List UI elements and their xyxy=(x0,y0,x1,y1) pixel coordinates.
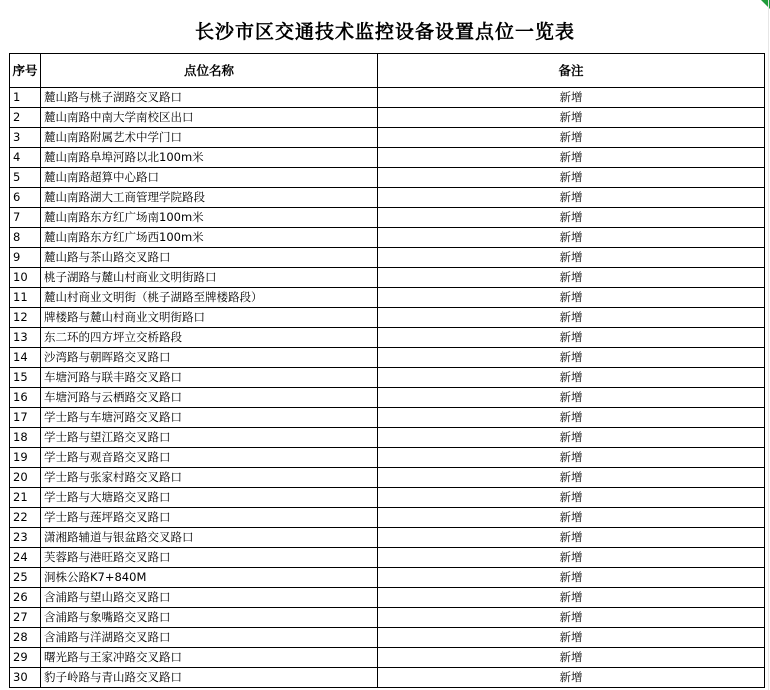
table-row xyxy=(10,408,765,428)
row-note-cell[interactable]: 新增 xyxy=(378,428,765,448)
row-name-cell[interactable]: 潇湘路辅道与银盆路交叉路口 xyxy=(41,528,378,548)
table-row xyxy=(10,228,765,248)
table-row xyxy=(10,508,765,528)
row-index-cell[interactable]: 29 xyxy=(10,648,41,668)
row-name-cell[interactable]: 学士路与观音路交叉路口 xyxy=(41,448,378,468)
table-row xyxy=(10,348,765,368)
row-index-cell[interactable]: 25 xyxy=(10,568,41,588)
table-row xyxy=(10,448,765,468)
table-row xyxy=(10,208,765,228)
row-name-cell[interactable]: 麓山村商业文明街（桃子湖路至牌楼路段） xyxy=(41,288,378,308)
row-index-cell[interactable]: 7 xyxy=(10,208,41,228)
grid-line xyxy=(768,0,769,690)
row-note-cell[interactable]: 新增 xyxy=(378,168,765,188)
row-index-cell[interactable]: 18 xyxy=(10,428,41,448)
table-row xyxy=(10,88,765,108)
table-row xyxy=(10,528,765,548)
table-row xyxy=(10,628,765,648)
table-row xyxy=(10,248,765,268)
row-note-cell[interactable]: 新增 xyxy=(378,488,765,508)
table-row xyxy=(10,388,765,408)
table-row xyxy=(10,268,765,288)
row-note-cell[interactable]: 新增 xyxy=(378,108,765,128)
row-note-cell[interactable]: 新增 xyxy=(378,588,765,608)
header-note: 备注 xyxy=(378,54,765,88)
row-index-cell[interactable]: 4 xyxy=(10,148,41,168)
row-index-cell[interactable]: 2 xyxy=(10,108,41,128)
table-row xyxy=(10,468,765,488)
row-name-cell[interactable]: 学士路与张家村路交叉路口 xyxy=(41,468,378,488)
row-note-cell[interactable]: 新增 xyxy=(378,608,765,628)
row-name-cell[interactable]: 洞株公路K7+840M xyxy=(41,568,378,588)
row-index-cell[interactable]: 21 xyxy=(10,488,41,508)
row-note-cell[interactable]: 新增 xyxy=(378,328,765,348)
table-row xyxy=(10,368,765,388)
table-row xyxy=(10,428,765,448)
row-note-cell[interactable]: 新增 xyxy=(378,468,765,488)
row-name-cell[interactable]: 麓山南路东方红广场西100m米 xyxy=(41,228,378,248)
row-name-cell[interactable]: 沙湾路与朝晖路交叉路口 xyxy=(41,348,378,368)
row-name-cell[interactable]: 麓山南路附属艺术中学门口 xyxy=(41,128,378,148)
row-name-cell[interactable]: 芙蓉路与港旺路交叉路口 xyxy=(41,548,378,568)
row-name-cell[interactable]: 含浦路与望山路交叉路口 xyxy=(41,588,378,608)
table-row xyxy=(10,488,765,508)
table-row xyxy=(10,608,765,628)
row-note-cell[interactable]: 新增 xyxy=(378,188,765,208)
row-index-cell[interactable]: 6 xyxy=(10,188,41,208)
row-index-cell[interactable]: 5 xyxy=(10,168,41,188)
table-row xyxy=(10,188,765,208)
row-note-cell[interactable]: 新增 xyxy=(378,628,765,648)
row-name-cell[interactable]: 学士路与大塘路交叉路口 xyxy=(41,488,378,508)
row-name-cell[interactable]: 学士路与望江路交叉路口 xyxy=(41,428,378,448)
row-name-cell[interactable]: 麓山南路湖大工商管理学院路段 xyxy=(41,188,378,208)
row-index-cell[interactable]: 14 xyxy=(10,348,41,368)
row-note-cell[interactable]: 新增 xyxy=(378,568,765,588)
table-row xyxy=(10,328,765,348)
row-note-cell[interactable]: 新增 xyxy=(378,288,765,308)
row-note-cell[interactable]: 新增 xyxy=(378,228,765,248)
table-row xyxy=(10,648,765,668)
row-index-cell[interactable]: 17 xyxy=(10,408,41,428)
row-index-cell[interactable]: 9 xyxy=(10,248,41,268)
row-name-cell[interactable]: 车塘河路与联丰路交叉路口 xyxy=(41,368,378,388)
row-index-cell[interactable]: 13 xyxy=(10,328,41,348)
row-index-cell[interactable]: 20 xyxy=(10,468,41,488)
row-note-cell[interactable]: 新增 xyxy=(378,368,765,388)
row-index-cell[interactable]: 15 xyxy=(10,368,41,388)
page-title: 长沙市区交通技术监控设备设置点位一览表 xyxy=(194,21,575,43)
row-name-cell[interactable]: 麓山南路阜埠河路以北100m米 xyxy=(41,148,378,168)
table-row xyxy=(10,168,765,188)
table-row xyxy=(10,568,765,588)
row-name-cell[interactable]: 学士路与莲坪路交叉路口 xyxy=(41,508,378,528)
row-name-cell[interactable]: 车塘河路与云栖路交叉路口 xyxy=(41,388,378,408)
table-row xyxy=(10,288,765,308)
row-name-cell[interactable]: 麓山南路超算中心路口 xyxy=(41,168,378,188)
table-row xyxy=(10,148,765,168)
row-note-cell[interactable]: 新增 xyxy=(378,448,765,468)
row-name-cell[interactable]: 麓山南路东方红广场南100m米 xyxy=(41,208,378,228)
row-index-cell[interactable]: 19 xyxy=(10,448,41,468)
table-row xyxy=(10,108,765,128)
table-row xyxy=(10,588,765,608)
row-note-cell[interactable]: 新增 xyxy=(378,348,765,368)
table-body xyxy=(10,88,765,688)
row-index-cell[interactable]: 3 xyxy=(10,128,41,148)
row-index-cell[interactable]: 23 xyxy=(10,528,41,548)
row-index-cell[interactable]: 8 xyxy=(10,228,41,248)
table-row xyxy=(10,308,765,328)
row-index-cell[interactable]: 16 xyxy=(10,388,41,408)
row-name-cell[interactable]: 麓山路与茶山路交叉路口 xyxy=(41,248,378,268)
row-name-cell[interactable]: 桃子湖路与麓山村商业文明街路口 xyxy=(41,268,378,288)
row-note-cell[interactable]: 新增 xyxy=(378,388,765,408)
row-note-cell[interactable]: 新增 xyxy=(378,308,765,328)
row-index-cell[interactable]: 1 xyxy=(10,88,41,108)
table-row xyxy=(10,128,765,148)
row-name-cell[interactable]: 含浦路与洋湖路交叉路口 xyxy=(41,628,378,648)
row-note-cell[interactable]: 新增 xyxy=(378,208,765,228)
row-note-cell[interactable]: 新增 xyxy=(378,528,765,548)
row-note-cell[interactable]: 新增 xyxy=(378,508,765,528)
row-name-cell[interactable]: 牌楼路与麓山村商业文明街路口 xyxy=(41,308,378,328)
row-note-cell[interactable]: 新增 xyxy=(378,408,765,428)
row-index-cell[interactable]: 22 xyxy=(10,508,41,528)
row-index-cell[interactable]: 27 xyxy=(10,608,41,628)
row-name-cell[interactable]: 含浦路与象嘴路交叉路口 xyxy=(41,608,378,628)
row-note-cell[interactable]: 新增 xyxy=(378,88,765,108)
row-note-cell[interactable]: 新增 xyxy=(378,148,765,168)
row-index-cell[interactable]: 12 xyxy=(10,308,41,328)
row-index-cell[interactable]: 10 xyxy=(10,268,41,288)
row-index-cell[interactable]: 30 xyxy=(10,668,41,688)
row-index-cell[interactable]: 26 xyxy=(10,588,41,608)
table-row xyxy=(10,668,765,688)
row-name-cell[interactable]: 麓山路与桃子湖路交叉路口 xyxy=(41,88,378,108)
row-note-cell[interactable]: 新增 xyxy=(378,668,765,688)
header-index: 序号 xyxy=(10,54,41,88)
row-index-cell[interactable]: 28 xyxy=(10,628,41,648)
table-row xyxy=(10,548,765,568)
row-note-cell[interactable]: 新增 xyxy=(378,128,765,148)
row-name-cell[interactable]: 麓山南路中南大学南校区出口 xyxy=(41,108,378,128)
row-name-cell[interactable]: 学士路与车塘河路交叉路口 xyxy=(41,408,378,428)
row-index-cell[interactable]: 11 xyxy=(10,288,41,308)
header-name: 点位名称 xyxy=(41,54,378,88)
row-note-cell[interactable]: 新增 xyxy=(378,648,765,668)
row-name-cell[interactable]: 豹子岭路与青山路交叉路口 xyxy=(41,668,378,688)
row-index-cell[interactable]: 24 xyxy=(10,548,41,568)
row-note-cell[interactable]: 新增 xyxy=(378,548,765,568)
table-header-row xyxy=(10,54,765,88)
row-name-cell[interactable]: 曙光路与王家冲路交叉路口 xyxy=(41,648,378,668)
row-note-cell[interactable]: 新增 xyxy=(378,248,765,268)
row-note-cell[interactable]: 新增 xyxy=(378,268,765,288)
monitoring-points-table xyxy=(9,53,765,688)
row-name-cell[interactable]: 东二环的四方坪立交桥路段 xyxy=(41,328,378,348)
